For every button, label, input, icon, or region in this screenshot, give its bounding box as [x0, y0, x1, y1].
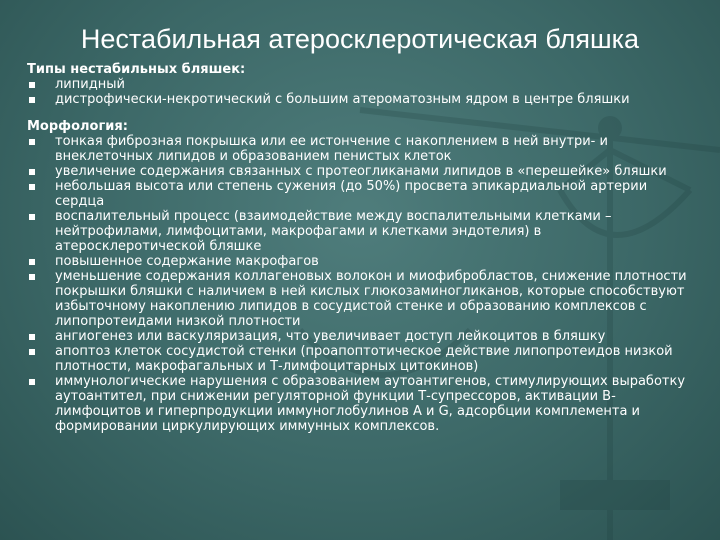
list-item: тонкая фиброзная покрышка или ее истончение с накоплением в ней внутри- и внеклеточных липидов и образованием пенистых клеток — [27, 134, 695, 164]
bullet-icon — [29, 334, 35, 340]
bullet-icon — [29, 214, 35, 220]
slide-title: Нестабильная атеросклеротическая бляшка — [80, 24, 640, 54]
list-item: дистрофически-некротический с большим атероматозным ядром в центре бляшки — [27, 92, 695, 107]
list-item: апоптоз клеток сосудистой стенки (проапоптотическое действие липопротеидов низкой плотности, макрофагальных и Т-лимфоцитарных цитокинов) — [27, 344, 695, 374]
bullet-icon — [29, 274, 35, 280]
bullet-icon — [29, 349, 35, 355]
bullet-icon — [29, 259, 35, 265]
slide-body — [27, 62, 695, 434]
bullet-icon — [29, 139, 35, 145]
bullet-icon — [29, 379, 35, 385]
list-item: воспалительный процесс (взаимодействие между воспалительными клетками – нейтрофилами, лимфоцитами, макрофагами и клетками эндотелия) в атеросклеротической бляшке — [27, 209, 695, 254]
list-item: иммунологические нарушения с образованием аутоантигенов, стимулирующих выработку аутоантител, при снижении регуляторной функции Т-супрессоров, активации В-лимфоцитов и гиперпродукции иммуноглобулинов А и G, адсорбции комплемента и формировании циркулирующих иммунных комплексов. — [27, 374, 695, 434]
list-item: небольшая высота или степень сужения (до 50%) просвета эпикардиальной артерии сердца — [27, 179, 695, 209]
list-item: липидный — [27, 77, 695, 92]
bullet-icon — [29, 169, 35, 175]
morphology-heading: Морфология: — [27, 119, 128, 134]
types-heading: Типы нестабильных бляшек: — [27, 62, 246, 77]
bullet-icon — [29, 184, 35, 190]
list-item: ангиогенез или васкуляризация, что увеличивает доступ лейкоцитов в бляшку — [27, 329, 695, 344]
list-item: увеличение содержания связанных с протеогликанами липидов в «перешейке» бляшки — [27, 164, 695, 179]
list-item: уменьшение содержания коллагеновых волокон и миофибробластов, снижение плотности покрышки бляшки с наличием в ней кислых глюкозаминогликанов, которые способствуют избыточному накоплению липидов в сосудистой стенке и образованию комплексов с липопротеидами низкой плотности — [27, 269, 695, 329]
bullet-icon — [29, 82, 35, 88]
bullet-icon — [29, 97, 35, 103]
list-item: повышенное содержание макрофагов — [27, 254, 695, 269]
